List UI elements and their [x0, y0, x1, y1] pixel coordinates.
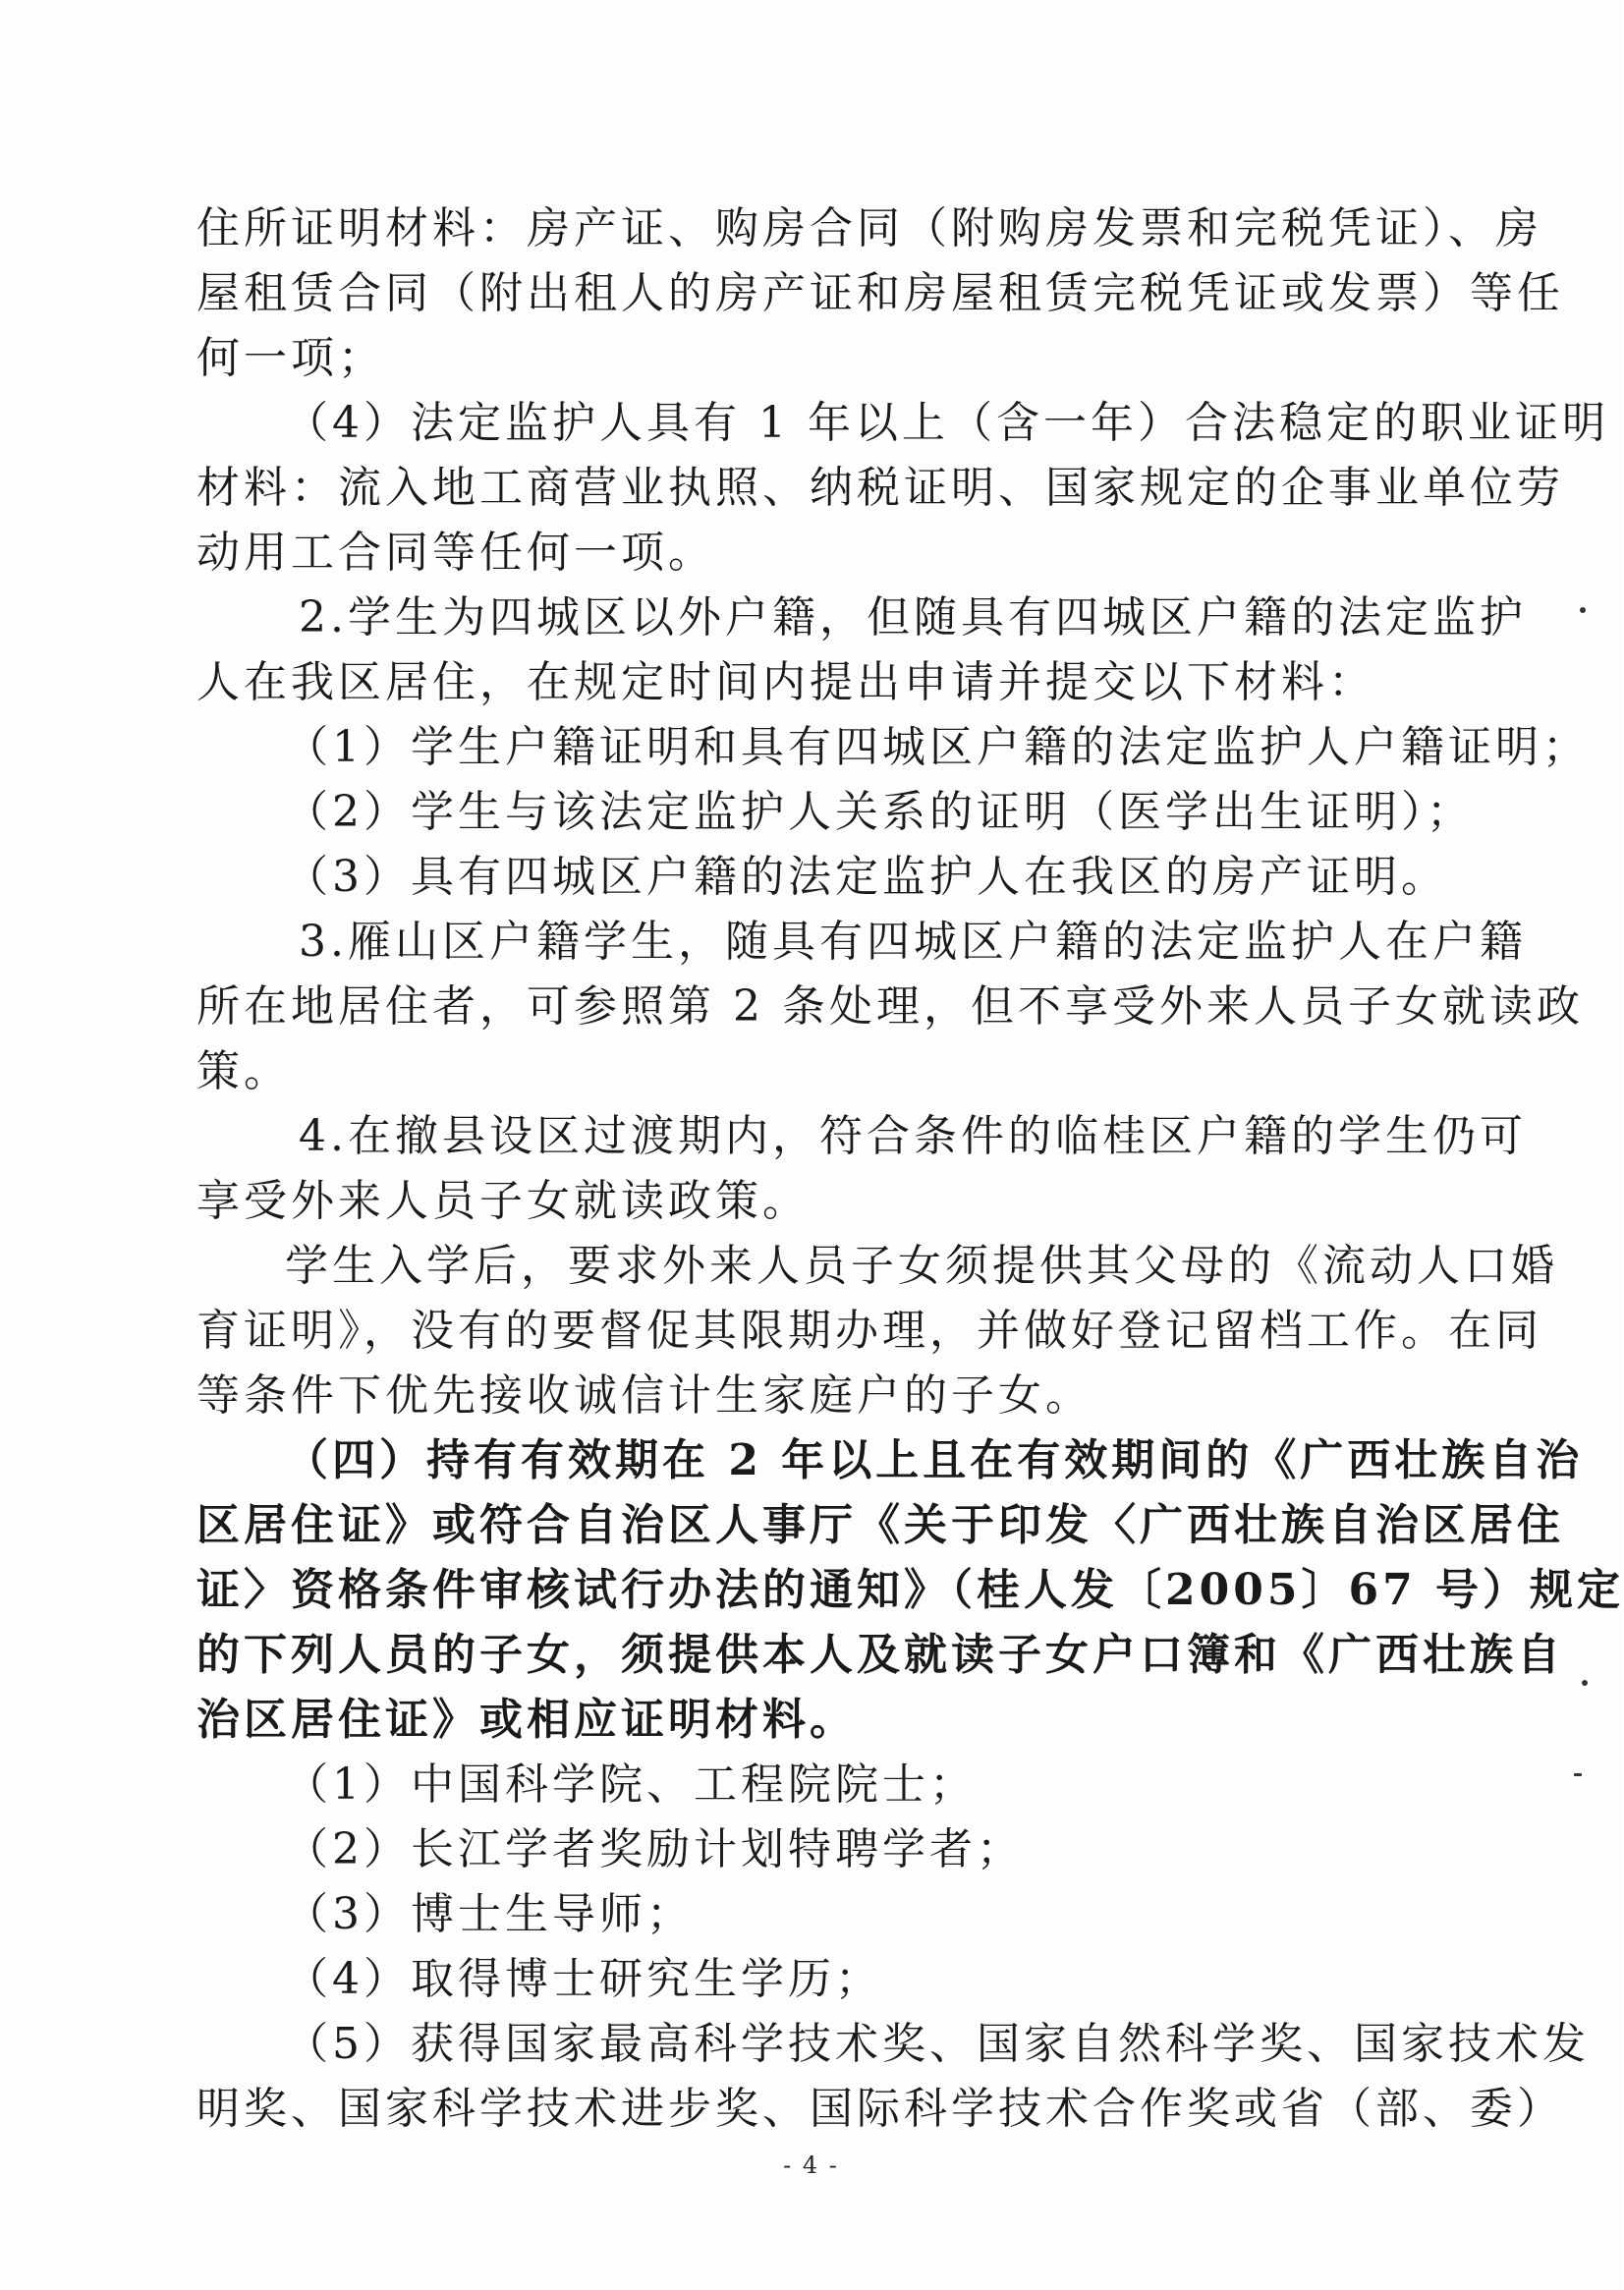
text-line: 学生入学后，要求外来人员子女须提供其父母的《流动人口婚	[285, 1241, 1558, 1291]
text-line: （2）学生与该法定监护人关系的证明（医学出生证明）；	[285, 787, 1474, 837]
text-line: 人在我区居住，在规定时间内提出申请并提交以下材料：	[196, 657, 1375, 707]
text-line: （3）博士生导师；	[285, 1889, 694, 1939]
page-number: - 4 -	[783, 2151, 839, 2179]
text-line: 所在地居住者，可参照第 2 条处理，但不享受外来人员子女就读政	[196, 981, 1584, 1032]
text-line: 策。	[196, 1046, 291, 1096]
text-line: 何一项；	[196, 333, 385, 383]
scan-speck	[1582, 1680, 1588, 1686]
text-line: （2）长江学者奖励计划特聘学者；	[285, 1824, 1024, 1874]
text-line: 育证明》，没有的要督促其限期办理，并做好登记留档工作。在同	[196, 1306, 1542, 1356]
text-line: （1）学生户籍证明和具有四城区户籍的法定监护人户籍证明；	[285, 722, 1590, 772]
text-line: 屋租赁合同（附出租人的房产证和房屋租赁完税凭证或发票）等任	[196, 268, 1564, 318]
text-line: 区居住证》或符合自治区人事厅《关于印发〈广西壮族自治区居住	[196, 1500, 1564, 1550]
scan-speck	[1574, 1773, 1582, 1776]
text-line: 等条件下优先接收诚信计生家庭户的子女。	[196, 1370, 1092, 1421]
text-line: （1）中国科学院、工程院院士；	[285, 1759, 977, 1810]
text-line: 明奖、国家科学技术进步奖、国际科学技术合作奖或省（部、委）	[196, 2084, 1564, 2134]
scan-speck	[1580, 607, 1586, 613]
text-line: 住所证明材料：房产证、购房合同（附购房发票和完税凭证）、房	[196, 203, 1542, 253]
text-line: （四）持有有效期在 2 年以上且在有效期间的《广西壮族自治	[285, 1435, 1584, 1485]
text-line: 证〉资格条件审核试行办法的通知》（桂人发〔2005〕67 号）规定	[196, 1565, 1624, 1615]
text-line: 2.学生为四城区以外户籍，但随具有四城区户籍的法定监护	[299, 592, 1527, 642]
text-line: （3）具有四城区户籍的法定监护人在我区的房产证明。	[285, 852, 1448, 902]
text-line: 动用工合同等任何一项。	[196, 528, 715, 578]
page-body	[196, 196, 1624, 2142]
text-line: 材料：流入地工商营业执照、纳税证明、国家规定的企事业单位劳	[196, 463, 1564, 513]
text-line: （5）获得国家最高科学技术奖、国家自然科学奖、国家技术发	[285, 2019, 1590, 2069]
text-line: 享受外来人员子女就读政策。	[196, 1176, 810, 1226]
text-line: 3.雁山区户籍学生，随具有四城区户籍的法定监护人在户籍	[299, 917, 1527, 967]
text-line: 4.在撤县设区过渡期内，符合条件的临桂区户籍的学生仍可	[299, 1111, 1527, 1161]
text-line: 的下列人员的子女，须提供本人及就读子女户口簿和《广西壮族自	[196, 1630, 1564, 1680]
text-line: （4）法定监护人具有 1 年以上（含一年）合法稳定的职业证明	[285, 398, 1609, 448]
text-line: （4）取得博士研究生学历；	[285, 1954, 882, 2004]
text-line: 治区居住证》或相应证明材料。	[196, 1695, 857, 1745]
